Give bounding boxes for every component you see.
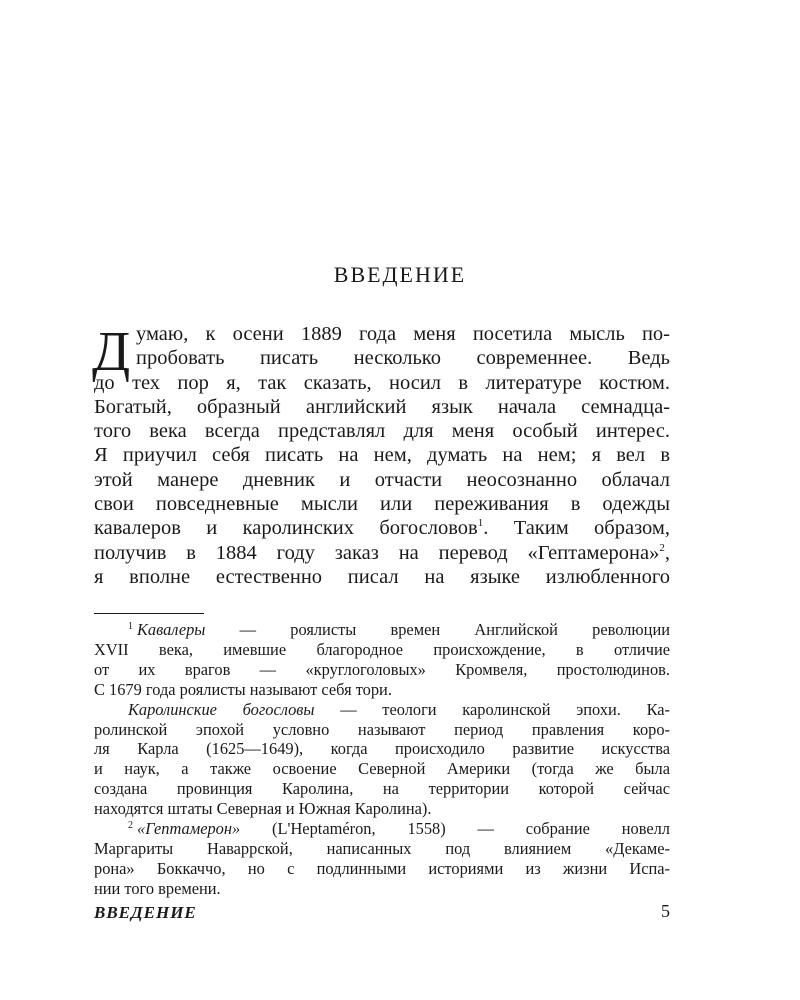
footnote-text: — роялисты времен Английской революции	[205, 620, 670, 639]
body-line: того века всегда представлял для меня особый интерес.	[94, 420, 670, 443]
footnote-line	[94, 819, 670, 839]
footnote-line: рона» Боккаччо, но с подлинными историями из жизни Испа-	[94, 858, 670, 878]
footnote-line: С 1679 года роялисты называют себя тори.	[94, 679, 392, 699]
footnote-line: XVII века, имевшие благородное происхождение, в отличие	[94, 639, 670, 659]
chapter-title: ВВЕДЕНИЕ	[333, 262, 467, 287]
footnote-text: (L'Heptaméron, 1558) — собрание новелл	[240, 819, 670, 839]
body-line: умаю, к осени 1889 года меня посетила мысль по-	[136, 323, 670, 345]
footnote-text: — теологи каролинской эпохи. Ка-	[314, 699, 671, 719]
footnotes	[94, 620, 670, 899]
body-text	[94, 322, 670, 589]
footnote-line: ролинской эпохой условно называют период правления коро-	[94, 719, 670, 739]
footnote-line	[94, 700, 670, 720]
body-text-segment: кавалеров и каролинских богословов	[94, 517, 478, 540]
footnote-separator	[94, 613, 204, 614]
footnote-line: Маргариты Наваррской, написанных под влиянием «Декаме-	[94, 838, 670, 858]
footnote-line: нии того времени.	[94, 878, 221, 898]
footnote-line: создана провинция Каролина, на территории которой сейчас	[94, 779, 670, 799]
page-number: 5	[661, 901, 670, 921]
body-line	[94, 541, 670, 565]
running-head: ВВЕДЕНИЕ	[94, 903, 197, 922]
footnote-line: и наук, а также освоение Северной Америки (тогда же была	[94, 759, 670, 779]
footnote-ref-2: 2	[659, 541, 665, 554]
footnote-term: «Гептамерон»	[137, 819, 241, 839]
body-text-segment: . Таким образом,	[483, 517, 670, 540]
footnote-line: ля Карла (1625—1649), когда происходило развитие искусства	[94, 739, 670, 759]
footnote-line: от их врагов — «круглоголовых» Кромвеля, простолюдинов.	[94, 659, 670, 679]
body-line: свои повседневные мысли или переживания в одежды	[94, 493, 670, 516]
footnote-term: Кавалеры	[137, 620, 206, 639]
footnote-marker-2: 2	[128, 819, 133, 831]
footnote-line: находятся штаты Северная и Южная Каролина).	[94, 799, 432, 819]
body-line: я вполне естественно писал на языке излюбленного	[94, 565, 670, 588]
body-line: Богатый, образный английский язык начала семнадца-	[94, 395, 670, 418]
footnote-marker-1: 1	[128, 620, 133, 632]
drop-cap: Д	[92, 321, 131, 383]
footnote-ref-1: 1	[477, 517, 484, 530]
body-text-segment: ,	[664, 541, 670, 564]
body-line: пробовать писать несколько современнее. Ведь	[136, 347, 670, 370]
body-line	[94, 516, 670, 540]
body-line: до тех пор я, так сказать, носил в литературе костюм.	[94, 371, 670, 394]
body-line: этой манере дневник и отчасти неосознанно облачал	[94, 468, 670, 491]
footnote-term: Каролинские богословы	[128, 699, 315, 719]
body-line: Я приучил себя писать на нем, думать на нем; я вел в	[94, 444, 670, 467]
footnote-line	[94, 620, 670, 640]
body-text-segment: получив в 1884 году заказ на перевод «Гептамерона»	[94, 541, 660, 564]
